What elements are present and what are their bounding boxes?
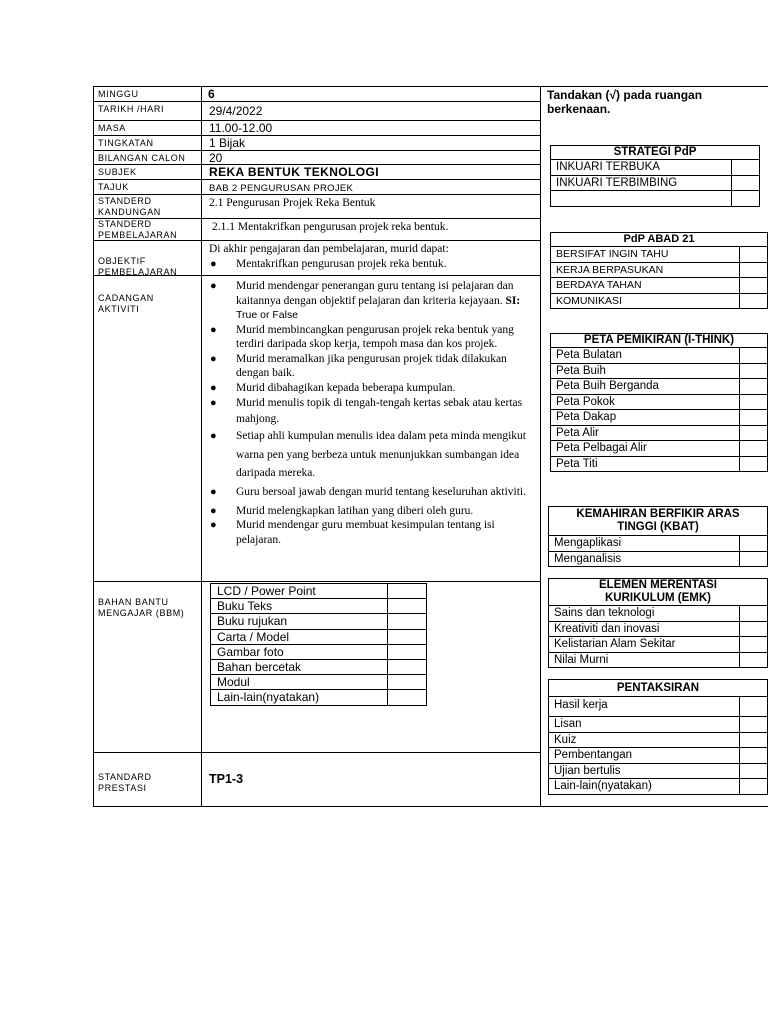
abad21-item-label: KERJA BERPASUKAN (556, 263, 664, 276)
objektif-list (208, 257, 533, 272)
pentaksiran-checkbox[interactable] (739, 733, 767, 748)
emk-item-label: Sains dan teknologi (554, 607, 655, 619)
strategi-box (550, 145, 760, 207)
pentaksiran-item-label: Ujian bertulis (554, 764, 621, 777)
pentaksiran-item-label: Lisan (554, 718, 582, 730)
bbm-item-label: LCD / Power Point (217, 584, 316, 598)
pentaksiran-item-label: Kuiz (554, 733, 577, 746)
emk-checkbox[interactable] (739, 637, 767, 652)
bbm-row (211, 614, 426, 629)
emk-row (549, 606, 767, 622)
aktiviti-item-text: Murid menulis topik di tengah-tengah kertas sebak atau kertas mahjong. (236, 397, 523, 425)
row-line (93, 135, 540, 136)
emk-item-label: Kelistarian Alam Sekitar (554, 638, 676, 650)
ithink-title: PETA PEMIKIRAN (I-THINK) (551, 334, 767, 348)
ithink-box (550, 333, 768, 472)
kbat-checkbox[interactable] (739, 552, 767, 567)
aktiviti-label-1: CADANGAN (98, 293, 154, 303)
pentaksiran-item-label: Hasil kerja (554, 699, 608, 711)
bbm-row (211, 660, 426, 675)
sk-value: 2.1 Pengurusan Projek Reka Bentuk (209, 197, 376, 209)
abad21-checkbox[interactable] (739, 247, 767, 262)
abad21-row (551, 263, 767, 279)
ithink-row (551, 395, 767, 411)
pentaksiran-checkbox[interactable] (739, 748, 767, 763)
strategi-item-label: INKUARI TERBUKA (556, 161, 660, 173)
pentaksiran-row (549, 733, 767, 749)
aktiviti-list (208, 279, 533, 547)
bbm-label-2: MENGAJAR (BBM) (98, 608, 185, 618)
ithink-checkbox[interactable] (739, 395, 767, 410)
emk-row (549, 653, 767, 668)
row-line (93, 120, 540, 121)
ithink-item-label: Peta Buih (556, 364, 606, 377)
ithink-checkbox[interactable] (739, 457, 767, 472)
abad21-item-label: KOMUNIKASI (556, 294, 622, 307)
ithink-checkbox[interactable] (739, 348, 767, 363)
strategi-checkbox[interactable] (731, 176, 759, 191)
aktiviti-item (208, 323, 533, 352)
pentaksiran-title: PENTAKSIRAN (549, 680, 767, 697)
row-line (93, 101, 540, 102)
ithink-item-label: Peta Bulatan (556, 349, 622, 361)
row-line (93, 581, 540, 582)
aktiviti-item-text: Murid membincangkan pengurusan projek reka bentuk yang terdiri daripada skop kerja, tempoh masa dan kos projek. (236, 323, 514, 350)
pentaksiran-row (549, 779, 767, 794)
ithink-row (551, 410, 767, 426)
kbat-title: KEMAHIRAN BERFIKIR ARAS TINGGI (KBAT) (549, 507, 767, 536)
ithink-row (551, 426, 767, 442)
ithink-checkbox[interactable] (739, 426, 767, 441)
instruction-text: Tandakan (√) pada ruangan berkenaan. (547, 88, 703, 116)
emk-checkbox[interactable] (739, 653, 767, 668)
ithink-checkbox[interactable] (739, 410, 767, 425)
abad21-box (550, 232, 768, 309)
objektif-item: ● Mentakrifkan pengurusan projek reka bentuk. (208, 257, 533, 272)
col-divider-2 (540, 86, 541, 807)
emk-row (549, 637, 767, 653)
bbm-row (211, 630, 426, 645)
sp-label-2: PEMBELAJARAN (98, 230, 178, 240)
sk-label-1: STANDERD (98, 196, 152, 206)
objektif-label-2: PEMBELAJARAN (98, 267, 178, 277)
tarikh-label: TARIKH /HARI (98, 104, 165, 114)
strategi-row (551, 160, 759, 176)
ithink-checkbox[interactable] (739, 364, 767, 379)
aktiviti-label-2: AKTIVITI (98, 304, 140, 314)
bbm-item-label: Buku Teks (217, 599, 273, 614)
aktiviti-item-text: Murid mendengar guru membuat kesimpulan tentang isi pelajaran. (236, 519, 495, 546)
emk-checkbox[interactable] (739, 606, 767, 621)
sp-label-1: STANDERD (98, 219, 152, 229)
ithink-item-label: Peta Pokok (556, 395, 615, 408)
bbm-row (211, 584, 426, 599)
aktiviti-item-text: Guru bersoal jawab dengan murid tentang keseluruhan aktiviti. (236, 485, 526, 498)
bbm-checkbox[interactable] (387, 660, 427, 674)
bbm-item-label: Lain-lain(nyatakan) (217, 690, 320, 705)
ithink-row (551, 457, 767, 472)
aktiviti-item-text: Murid dibahagikan kepada beberapa kumpulan. (236, 381, 456, 394)
masa-value: 11.00-12.00 (209, 121, 273, 135)
bbm-row (211, 690, 426, 705)
bbm-item-label: Modul (217, 675, 250, 690)
row-line (93, 150, 540, 151)
bbm-row (211, 599, 426, 614)
pentaksiran-row (549, 748, 767, 764)
abad21-title: PdP ABAD 21 (551, 233, 767, 247)
abad21-checkbox[interactable] (739, 294, 767, 309)
tarikh-value: 29/4/2022 (209, 104, 263, 118)
ithink-item-label: Peta Titi (556, 457, 598, 470)
bbm-item-label: Buku rujukan (217, 614, 288, 629)
bbm-checkbox[interactable] (387, 599, 427, 613)
tingkatan-value: 1 Bijak (209, 136, 246, 150)
ithink-row (551, 441, 767, 457)
bbm-checkbox[interactable] (387, 630, 427, 644)
aktiviti-item (208, 381, 533, 396)
sp-value: 2.1.1 Mentakrifkan pengurusan projek reka bentuk. (212, 221, 449, 233)
emk-row (549, 622, 767, 638)
objektif-label-1: OBJEKTIF (98, 256, 146, 266)
abad21-checkbox[interactable] (739, 263, 767, 278)
tajuk-value: BAB 2 PENGURUSAN PROJEK (209, 183, 354, 194)
ithink-checkbox[interactable] (739, 441, 767, 456)
strategi-title: STRATEGI PdP (551, 146, 759, 160)
aktiviti-item (208, 395, 533, 427)
abad21-row (551, 247, 767, 263)
emk-item-label: Kreativiti dan inovasi (554, 622, 660, 635)
emk-title: ELEMEN MERENTASI KURIKULUM (EMK) (549, 579, 767, 606)
pentaksiran-row (549, 764, 767, 780)
objektif-intro: Di akhir pengajaran dan pembelajaran, murid dapat: (209, 243, 449, 255)
tajuk-label: TAJUK (98, 182, 129, 192)
prestasi-label-2: PRESTASI (98, 783, 147, 793)
strategi-item-label: INKUARI TERBIMBING (556, 176, 678, 189)
ithink-item-label: Peta Dakap (556, 411, 617, 423)
aktiviti-item (208, 484, 533, 500)
aktiviti-item (208, 352, 533, 381)
strategi-row (551, 176, 759, 192)
kbat-row (549, 536, 767, 552)
pentaksiran-checkbox[interactable] (739, 697, 767, 716)
abad21-item-label: BERDAYA TAHAN (556, 279, 642, 291)
ithink-item-label: Peta Alir (556, 426, 599, 439)
bbm-row (211, 645, 426, 660)
aktiviti-item-text: Murid mendengar penerangan guru tentang isi pelajaran dan kaitannya dengan objektif pelajaran dan kriteria kejayaan. (236, 280, 514, 307)
pentaksiran-row (549, 717, 767, 733)
bbm-row (211, 675, 426, 690)
aktiviti-item (208, 518, 533, 547)
bilangan-label: BILANGAN CALON (98, 153, 186, 163)
pentaksiran-checkbox[interactable] (739, 717, 767, 732)
subjek-value: REKA BENTUK TEKNOLOGI (209, 165, 379, 179)
pentaksiran-checkbox[interactable] (739, 779, 767, 794)
kbat-item-label: Mengaplikasi (554, 537, 622, 549)
aktiviti-item-text: Setiap ahli kumpulan menulis idea dalam peta minda mengikut warna pen yang berbeza untuk menunjukkan sumbangan idea daripada mereka. (236, 430, 526, 479)
sk-label-2: KANDUNGAN (98, 207, 161, 217)
kbat-row (549, 552, 767, 567)
strategi-row (551, 191, 759, 206)
bbm-item-label: Carta / Model (217, 629, 290, 644)
bbm-item-label: Bahan bercetak (217, 659, 302, 674)
kbat-checkbox[interactable] (739, 536, 767, 551)
kbat-item-label: Menganalisis (554, 552, 622, 565)
bbm-checklist (210, 583, 427, 706)
bbm-checkbox[interactable] (387, 614, 427, 628)
abad21-row (551, 294, 767, 309)
bbm-checkbox[interactable] (387, 690, 427, 704)
pentaksiran-row (549, 697, 767, 717)
strategi-checkbox[interactable] (731, 191, 759, 206)
emk-box (548, 578, 768, 668)
row-line (93, 179, 540, 180)
pentaksiran-checkbox[interactable] (739, 764, 767, 779)
masa-label: MASA (98, 123, 126, 133)
emk-checkbox[interactable] (739, 622, 767, 637)
pentaksiran-item-label: Lain-lain(nyatakan) (554, 780, 652, 792)
abad21-checkbox[interactable] (739, 278, 767, 293)
aktiviti-item (208, 279, 533, 323)
minggu-value: 6 (208, 87, 215, 101)
aktiviti-item-text: Murid meramalkan jika pengurusan projek tidak dilakukan dengan baik. (236, 352, 507, 379)
bbm-label-1: BAHAN BANTU (98, 597, 169, 607)
abad21-item-label: BERSIFAT INGIN TAHU (556, 248, 669, 260)
ithink-row (551, 364, 767, 380)
ithink-row (551, 379, 767, 395)
pentaksiran-box (548, 679, 768, 795)
minggu-label: MINGGU (98, 89, 139, 99)
prestasi-label-1: STANDARD (98, 772, 152, 782)
bbm-checkbox[interactable] (387, 675, 427, 689)
kbat-box (548, 506, 768, 567)
aktiviti-si: SI: (505, 294, 521, 307)
bbm-checkbox[interactable] (387, 584, 427, 598)
aktiviti-item (208, 504, 533, 519)
bilangan-value: 20 (209, 151, 223, 165)
emk-item-label: Nilai Murni (554, 653, 609, 666)
bbm-item-label: Gambar foto (217, 644, 284, 659)
ithink-item-label: Peta Buih Berganda (556, 380, 659, 392)
pentaksiran-item-label: Pembentangan (554, 749, 633, 761)
ithink-checkbox[interactable] (739, 379, 767, 394)
subjek-label: SUBJEK (98, 167, 137, 177)
row-line (93, 218, 540, 219)
aktiviti-item-text: Murid melengkapkan latihan yang diberi oleh guru. (236, 504, 474, 517)
aktiviti-si-text: True or False (236, 309, 299, 321)
strategi-checkbox[interactable] (731, 160, 759, 175)
ithink-row (551, 348, 767, 364)
bbm-checkbox[interactable] (387, 645, 427, 659)
row-line (93, 752, 540, 753)
ithink-item-label: Peta Pelbagai Alir (556, 442, 647, 454)
abad21-row (551, 278, 767, 294)
aktiviti-item (208, 427, 533, 483)
tingkatan-label: TINGKATAN (98, 138, 154, 148)
prestasi-value: TP1-3 (209, 772, 244, 786)
